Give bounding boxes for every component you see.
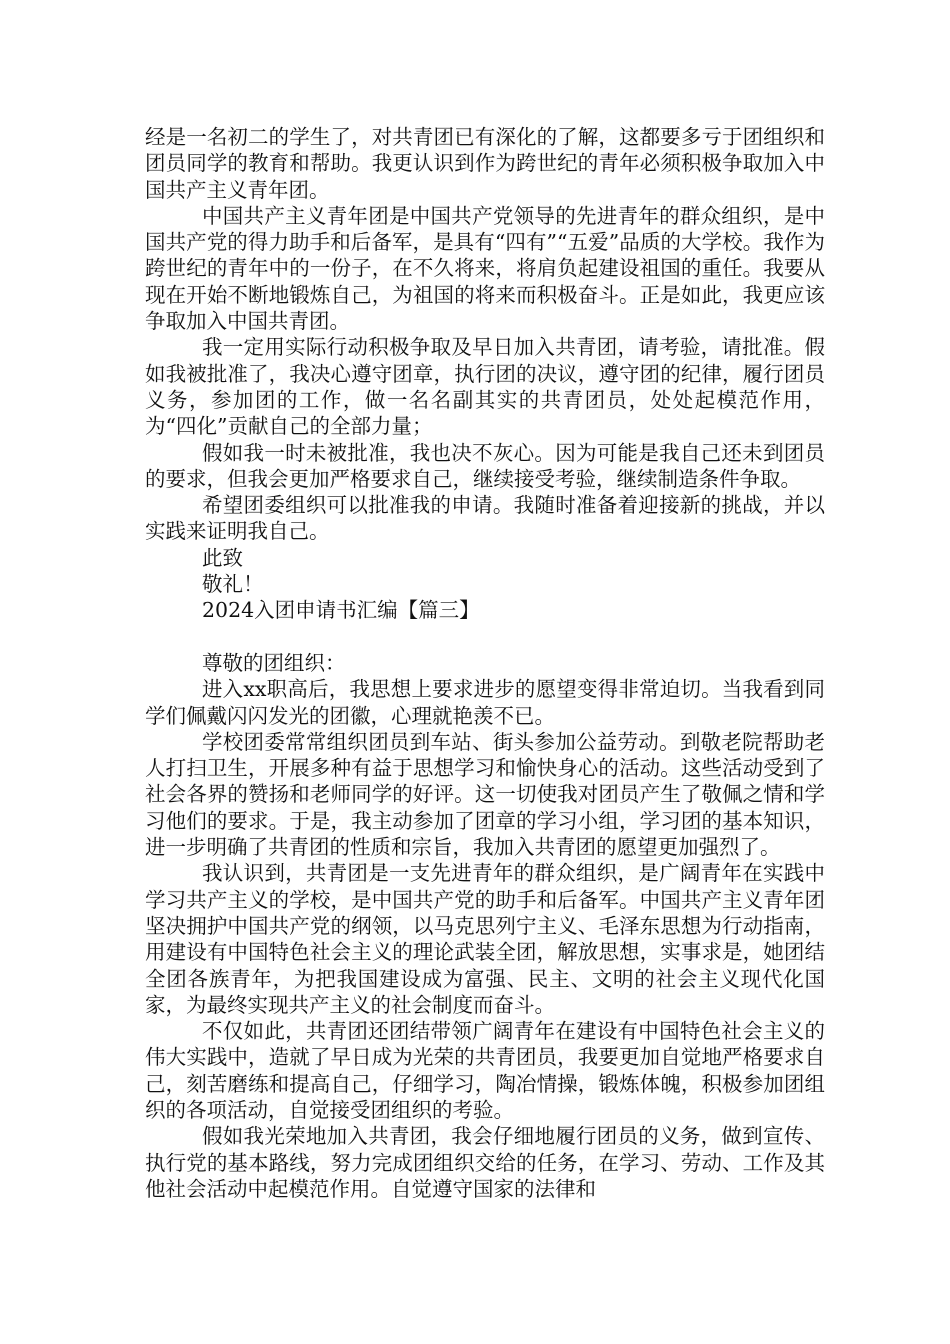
salutation: 尊敬的团组织： <box>202 650 346 675</box>
paragraph-understanding: 我认识到，共青团是一支先进青年的群众组织，是广阔青年在实践中学习共产主义的学校，是中国共产党的助手和后备军。中国共产主义青年团坚决拥护中国共产党的纲领，以马克思列宁主义、毛泽东思想为行动指南，用建设有中国特色社会主义的理论武装全团，解放思想，实事求是，她团结全团各族青年，为把我国建设成为富强、民主、文明的社会主义现代化国家，为最终实现共产主义的社会制度而奋斗。 <box>145 861 825 1017</box>
paragraph-hope: 希望团委组织可以批准我的申请。我随时准备着迎接新的挑战，并以实践来证明我自己。 <box>145 493 825 544</box>
paragraph-entering-school: 进入xx职高后，我思想上要求进步的愿望变得非常迫切。当我看到同学们佩戴闪闪发光的团徽，心理就艳羡不已。 <box>145 677 825 728</box>
closing-cizhi: 此致 <box>202 545 243 570</box>
paragraph-school-activities: 学校团委常常组织团员到车站、街头参加公益劳动。到敬老院帮助老人打扫卫生，开展多种有益于思想学习和愉快身心的活动。这些活动受到了社会各界的赞扬和老师同学的好评。这一切使我对团员产生了敬佩之情和学习他们的要求。于是，我主动参加了团章的学习小组，学习团的基本知识，进一步明确了共青团的性质和宗旨，我加入共青团的愿望更加强烈了。 <box>145 729 825 860</box>
paragraph-commitment: 我一定用实际行动积极争取及早日加入共青团，请考验，请批准。假如我被批准了，我决心遵守团章，执行团的决议，遵守团的纪律，履行团员义务，参加团的工作，做一名名副其实的共青团员，处处起模范作用，为“四化”贡献自己的全部力量； <box>145 335 825 439</box>
paragraph-if-not-approved: 假如我一时未被批准，我也决不灰心。因为可能是我自己还未到团员的要求，但我会更加严格要求自己，继续接受考验，继续制造条件争取。 <box>145 440 825 491</box>
paragraph-moreover: 不仅如此，共青团还团结带领广阔青年在建设有中国特色社会主义的伟大实践中，造就了早日成为光荣的共青团员，我要更加自觉地严格要求自己，刻苦磨练和提高自己，仔细学习，陶冶情操，锻炼体魄，积极参加团组织的各项活动，自觉接受团组织的考验。 <box>145 1019 825 1122</box>
paragraph-if-joined: 假如我光荣地加入共青团，我会仔细地履行团员的义务，做到宣传、执行党的基本路线，努力完成团组织交给的任务，在学习、劳动、工作及其他社会活动中起模范作用。自觉遵守国家的法律和 <box>145 1124 825 1201</box>
paragraph-continued: 经是一名初二的学生了，对共青团已有深化的了解，这都要多亏于团组织和团员同学的教育和帮助。我更认识到作为跨世纪的青年必须积极争取加入中国共产主义青年团。 <box>145 125 825 202</box>
closing-jingli: 敬礼！ <box>202 572 264 597</box>
paragraph-youth-league-definition: 中国共产主义青年团是中国共产党领导的先进青年的群众组织，是中国共产党的得力助手和后备军，是具有“四有”“五爱”品质的大学校。我作为跨世纪的青年中的一份子，在不久将来，将肩负起建设祖国的重任。我要从现在开始不断地锻炼自己，为祖国的将来而积极奋斗。正是如此，我更应该争取加入中国共青团。 <box>145 203 825 334</box>
document-body <box>145 124 825 1202</box>
section-title: 2024入团申请书汇编【篇三】 <box>202 598 480 623</box>
blank-line <box>145 624 825 650</box>
